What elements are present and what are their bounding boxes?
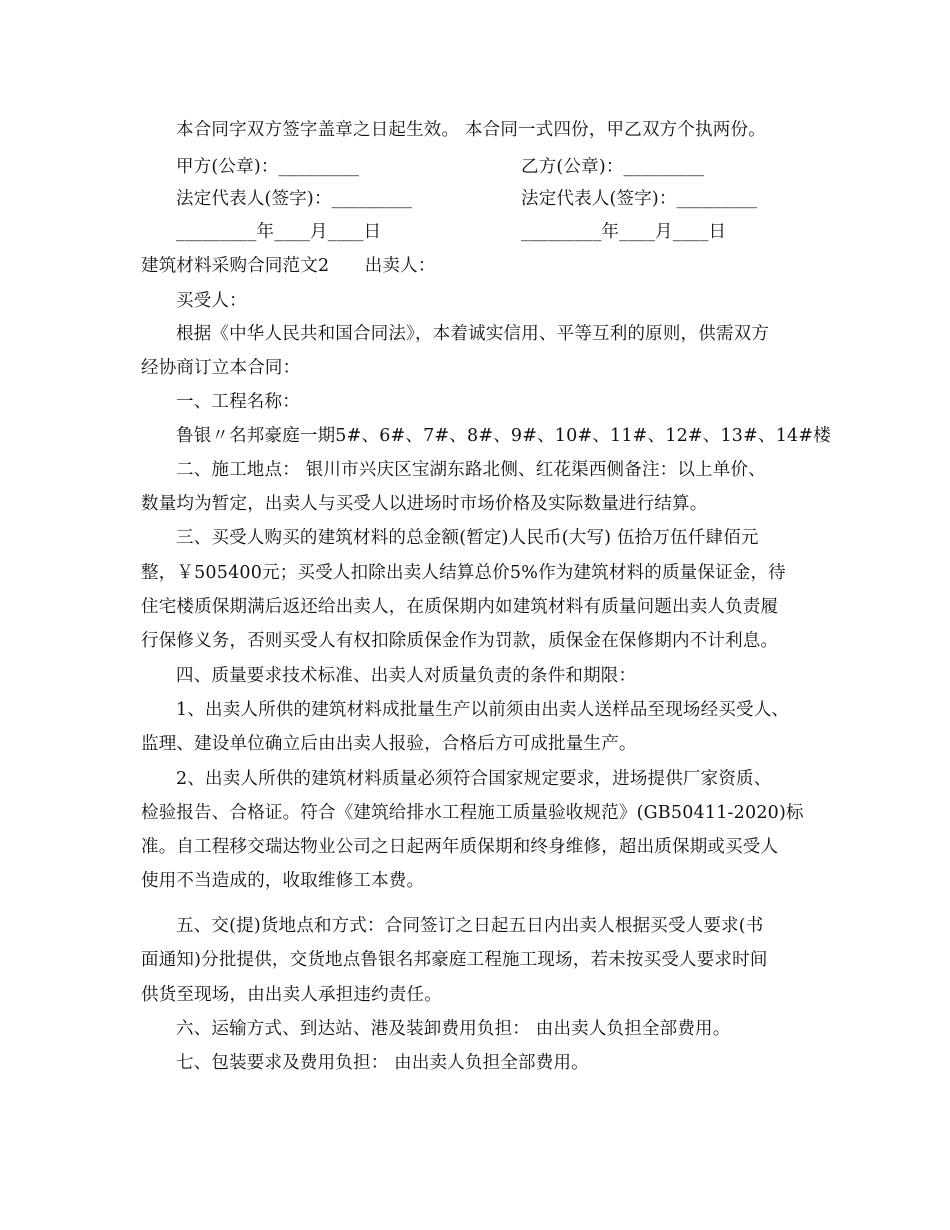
project-name: 鲁银〃名邦豪庭一期5#、6#、7#、8#、9#、10#、11#、12#、13#、14#楼 <box>176 426 831 446</box>
preamble-line-2: 经协商订立本合同： <box>141 358 301 378</box>
party-a-date: _________年____月____日 <box>176 222 382 242</box>
buyer-label: 买受人： <box>176 291 247 311</box>
party-b-date: _________年____月____日 <box>521 222 727 242</box>
section-3-line-4: 行保修义务，否则买受人有权扣除质保金作为罚款，质保金在保修期内不计利息。 <box>141 631 779 651</box>
section-4-item-2-line-2: 检验报告、合格证。符合《建筑给排水工程施工质量验收规范》(GB50411-2020)标 <box>141 803 804 823</box>
section-4-item-2-line-3: 准。自工程移交瑞达物业公司之日起两年质保期和终身维修，超出质保期或买受人 <box>141 837 779 857</box>
section-4-item-2-line-1: 2、出卖人所供的建筑材料质量必须符合国家规定要求，进场提供厂家资质、 <box>176 769 772 789</box>
party-b-rep-signature: 法定代表人(签字)：_________ <box>521 189 758 209</box>
section-7: 七、包装要求及费用负担： 由出卖人负担全部费用。 <box>176 1053 589 1073</box>
section-4-item-2-line-4: 使用不当造成的，收取维修工本费。 <box>141 871 425 891</box>
section-2-line-2: 数量均为暂定，出卖人与买受人以进场时市场价格及实际数量进行结算。 <box>141 494 708 514</box>
party-a-rep-signature: 法定代表人(签字)：_________ <box>176 189 413 209</box>
section-3-line-2: 整，￥505400元；买受人扣除出卖人结算总价5%作为建筑材料的质量保证金，待 <box>141 563 786 583</box>
effective-clause: 本合同字双方签字盖章之日起生效。 本合同一式四份，甲乙双方个执两份。 <box>176 120 766 140</box>
section-3-line-3: 住宅楼质保期满后返还给出卖人，在质保期内如建筑材料有质量问题出卖人负责履 <box>141 597 779 617</box>
preamble-line-1: 根据《中华人民共和国合同法》，本着诚实信用、平等互利的原则，供需双方 <box>176 324 770 344</box>
contract-title-seller: 建筑材料采购合同范文2 出卖人： <box>141 256 436 276</box>
party-b-seal: 乙方(公章)：_________ <box>521 157 705 177</box>
section-2-line-1: 二、施工地点： 银川市兴庆区宝湖东路北侧、红花渠西侧备注：以上单价、 <box>176 460 766 480</box>
section-1-heading: 一、工程名称： <box>176 392 300 412</box>
section-3-line-1: 三、买受人购买的建筑材料的总金额(暂定)人民币(大写) 伍拾万伍仟肆佰元 <box>176 528 759 548</box>
section-4-item-1-line-1: 1、出卖人所供的建筑材料成批量生产以前须由出卖人送样品至现场经买受人、 <box>176 700 790 720</box>
section-4-heading: 四、质量要求技术标准、出卖人对质量负责的条件和期限： <box>176 666 637 686</box>
section-4-item-1-line-2: 监理、建设单位确立后由出卖人报验，合格后方可成批量生产。 <box>141 734 637 754</box>
section-5-line-2: 面通知)分批提供，交货地点鲁银名邦豪庭工程施工现场，若未按买受人要求时间 <box>141 950 768 970</box>
section-6: 六、运输方式、到达站、港及装卸费用负担： 由出卖人负担全部费用。 <box>176 1019 731 1039</box>
section-5-line-1: 五、交(提)货地点和方式：合同签订之日起五日内出卖人根据买受人要求(书 <box>176 916 764 936</box>
section-5-line-3: 供货至现场，由出卖人承担违约责任。 <box>141 985 442 1005</box>
party-a-seal: 甲方(公章)：_________ <box>176 157 360 177</box>
